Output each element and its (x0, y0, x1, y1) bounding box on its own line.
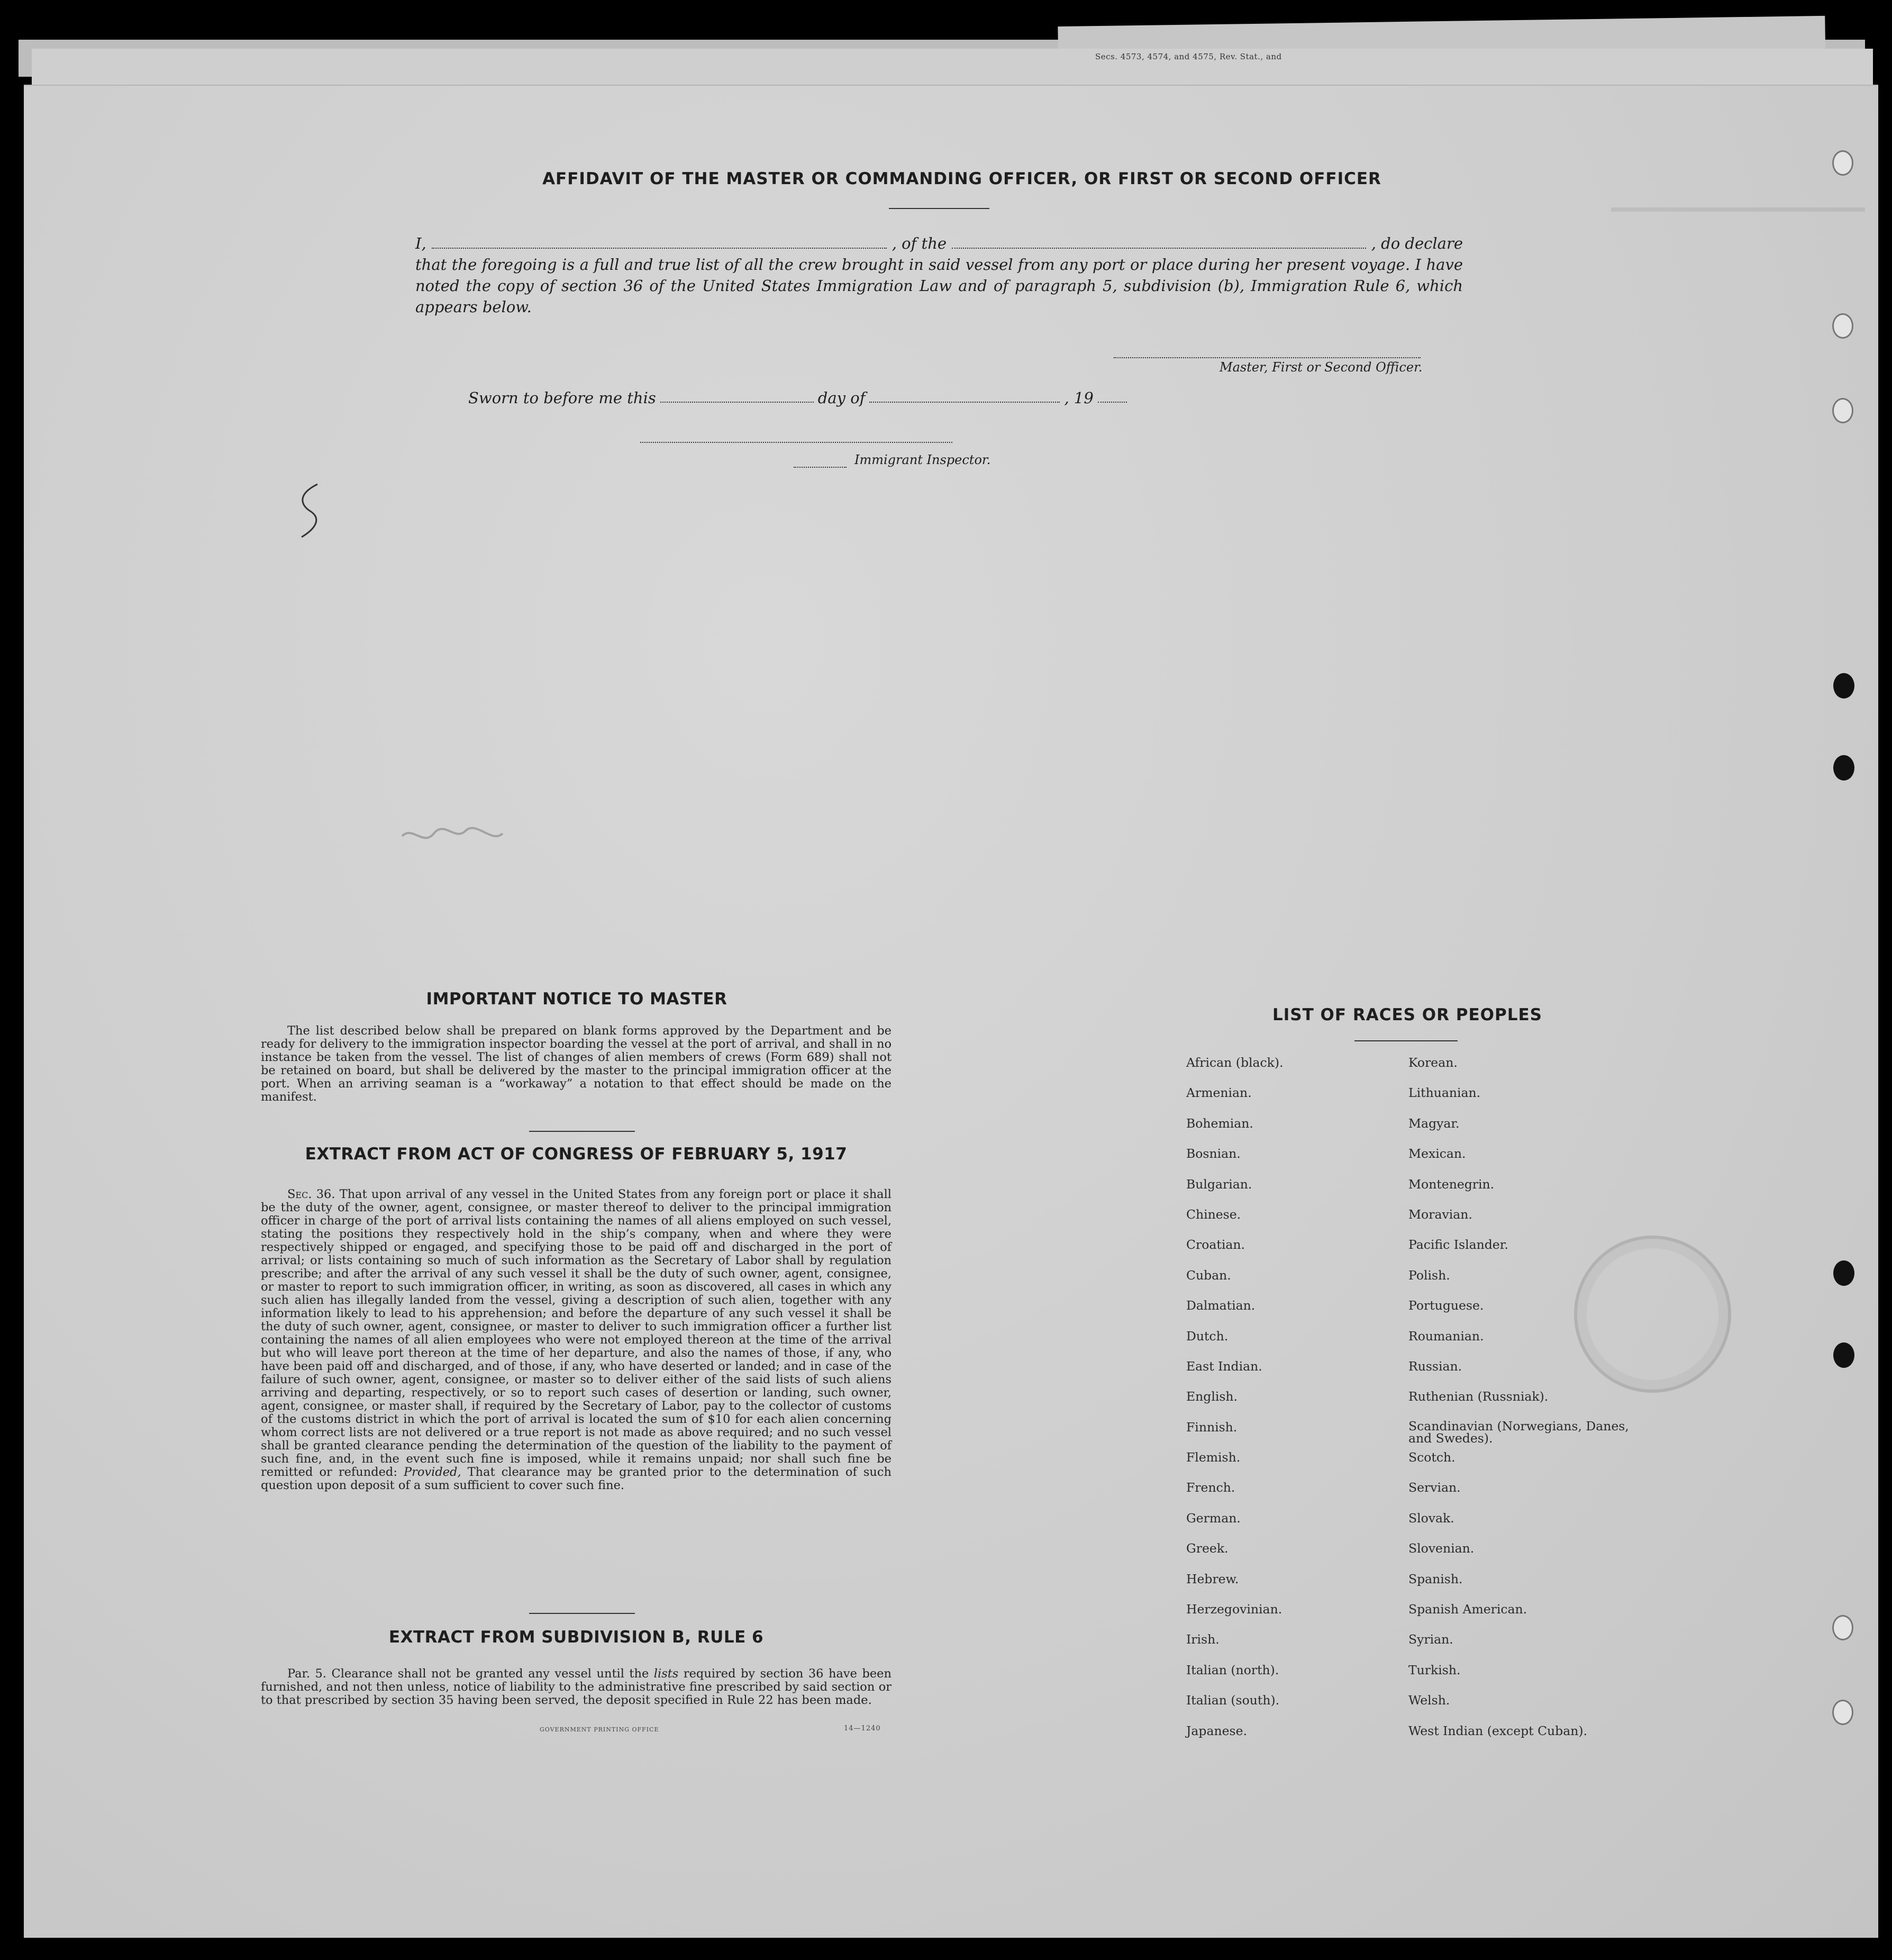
race-item: Korean. (1408, 1055, 1458, 1070)
printer-imprint: GOVERNMENT PRINTING OFFICE (540, 1726, 659, 1733)
races-left-column (1186, 1056, 1387, 1754)
affidavit-do-declare: , do declare (1371, 234, 1463, 252)
race-item: Bohemian. (1186, 1115, 1253, 1131)
punch-hole (1833, 1342, 1854, 1368)
race-item: Slovak. (1408, 1510, 1454, 1526)
rule-extract-text: Par. 5. Clearance shall not be granted any vessel until the lists required by section 36 have been furnished, and not then unless, notice of liability to the administrative fine prescribed by said section or to that prescribed by section 35 having been served, the deposit specified in Rule 22 has been made. (261, 1667, 892, 1707)
race-item: Herzegovinian. (1186, 1602, 1282, 1617)
sworn-day-of: day of (817, 389, 866, 407)
race-item: East Indian. (1186, 1358, 1262, 1374)
race-item: Bulgarian. (1186, 1176, 1252, 1192)
race-item: African (black). (1186, 1055, 1284, 1070)
section-rule (529, 1131, 635, 1132)
race-item: Syrian. (1408, 1632, 1453, 1647)
punch-hole (1832, 1615, 1853, 1640)
form-number: 14—1240 (844, 1725, 881, 1732)
inspector-signature-line (640, 442, 952, 443)
rule-extract-heading: EXTRACT FROM SUBDIVISION B, RULE 6 (388, 1628, 764, 1647)
faint-seal-stamp (1574, 1236, 1731, 1393)
sworn-line (468, 389, 1131, 407)
act-extract-text (261, 1188, 892, 1492)
races-right-column (1408, 1056, 1641, 1754)
punch-hole (1833, 755, 1854, 781)
race-item: Spanish American. (1408, 1602, 1527, 1617)
notice-heading: IMPORTANT NOTICE TO MASTER (426, 990, 727, 1009)
race-item: Pacific Islander. (1408, 1237, 1508, 1253)
race-item: Scandinavian (Norwegians, Danes, and Swedes). (1408, 1418, 1629, 1446)
section-label: Sec. 36. (287, 1187, 335, 1201)
race-item: Magyar. (1408, 1115, 1460, 1131)
punch-hole (1832, 313, 1853, 339)
race-item: Italian (north). (1186, 1662, 1279, 1677)
punch-hole (1832, 398, 1853, 423)
punch-hole (1832, 1700, 1853, 1725)
race-item: Mexican. (1408, 1146, 1466, 1162)
heading-rule (889, 208, 989, 209)
day-blank (660, 401, 814, 403)
race-item: Dalmatian. (1186, 1298, 1256, 1313)
top-edge-text: Secs. 4573, 4574, and 4575, Rev. Stat., and (1095, 52, 1282, 61)
races-heading-rule (1354, 1040, 1458, 1041)
sworn-prefix: Sworn to before me this (468, 389, 656, 407)
race-item: Slovenian. (1408, 1541, 1475, 1556)
vessel-blank (952, 233, 1366, 249)
race-item: Bosnian. (1186, 1146, 1241, 1162)
affidavit-text (415, 233, 1463, 317)
affidavit-heading: AFFIDAVIT OF THE MASTER OR COMMANDING OFFICER, OR FIRST OR SECOND OFFICER (542, 169, 1381, 188)
race-item: Ruthenian (Russniak). (1408, 1389, 1549, 1404)
race-item: Croatian. (1186, 1237, 1245, 1253)
affidavit-line1 (415, 233, 1463, 254)
race-item: Chinese. (1186, 1206, 1241, 1222)
race-item: Welsh. (1408, 1693, 1450, 1708)
race-item: Roumanian. (1408, 1328, 1484, 1344)
race-item: Portuguese. (1408, 1298, 1484, 1313)
race-item: Montenegrin. (1408, 1176, 1495, 1192)
handwritten-mark (286, 479, 333, 542)
race-item: English. (1186, 1389, 1238, 1404)
act-extract-heading: EXTRACT FROM ACT OF CONGRESS OF FEBRUARY 5, 1917 (305, 1145, 848, 1164)
faint-handwriting (392, 815, 513, 857)
race-item: Greek. (1186, 1541, 1229, 1556)
race-item: Flemish. (1186, 1450, 1241, 1465)
race-item: Japanese. (1186, 1723, 1247, 1738)
race-item: Spanish. (1408, 1571, 1463, 1586)
race-item: Russian. (1408, 1358, 1462, 1374)
notice-body (261, 1024, 892, 1104)
punch-hole (1833, 673, 1854, 698)
race-item: Dutch. (1186, 1328, 1229, 1344)
name-blank (432, 233, 887, 249)
bleed-through (1611, 207, 1865, 233)
race-item: Lithuanian. (1408, 1085, 1481, 1101)
section-36-end: That clearance may be granted prior to the determination of such question upon deposit of a sum sufficient to cover such fine. (261, 1465, 892, 1492)
affidavit-i: I, (415, 234, 426, 252)
provided-word: Provided, (403, 1465, 461, 1479)
race-item: Armenian. (1186, 1085, 1252, 1101)
affidavit-body: that the foregoing is a full and true list of all the crew brought in said vessel from any port or place during her present voyage. I have noted the copy of section 36 of the United States Immigration Law and of paragraph 5, subdivision (b), Immigration Rule 6, which appears below. (415, 256, 1463, 316)
race-item: German. (1186, 1510, 1241, 1526)
race-item: French. (1186, 1480, 1235, 1495)
section-rule (529, 1613, 635, 1614)
sworn-year: , 19 (1064, 389, 1094, 407)
punch-hole (1833, 1260, 1854, 1286)
race-item: West Indian (except Cuban). (1408, 1723, 1588, 1738)
master-signature-line (1114, 357, 1421, 358)
section-36-text: That upon arrival of any vessel in the United States from any foreign port or place it shall be the duty of the owner, agent, consignee, or master thereof to deliver to the principal immigration officer in charge of the port of arrival lists containing the names of all aliens employed on such vessel, stating the positions they respectively hold in the ship’s company, when and where they were respectively shipped or engaged, and specifying those to be paid off and discharged in the port of arrival; or lists containing so much of such information as the Secretary of Labor shall by regulation prescribe; and after the arrival of any such vessel it shall be the duty of such owner, agent, consignee, or master to report to such immigration officer, in writing, as soon as discovered, all cases in which any such alien has illegally landed from the vessel, giving a description of such alien, together with any information likely to lead to his apprehension; and before the departure of any such vessel it shall be the duty of such owner, agent, consignee, or master to deliver to such immigration officer a further list containing the names of all alien employees who were not employed thereon at the time of the arrival but who will leave port thereon at the time of her departure, and also the names of those, if any, who have been paid off and discharged, and of those, if any, who have deserted or landed; and in case of the failure of such owner, agent, consignee, or master so to deliver either of the said lists of such aliens arriving and departing, respectively, or so to report such cases of desertion or landing, such owner, agent, consignee, or master shall, if required by the Secretary of Labor, pay to the collector of customs of the customs district in which the port of arrival is located the sum of $10 for each alien concerning whom correct lists are not delivered or a true report is not made as above required; and no such vessel shall be granted clearance pending the determination of the question of the liability to the payment of such fine, and, in the event such fine is imposed, while it remains unpaid; nor shall such fine be remitted or refunded: (261, 1187, 892, 1479)
race-item: Irish. (1186, 1632, 1220, 1647)
inspector-label: Immigrant Inspector. (854, 452, 991, 467)
race-item: Servian. (1408, 1480, 1461, 1495)
race-item: Italian (south). (1186, 1693, 1280, 1708)
race-item: Finnish. (1186, 1419, 1238, 1435)
race-item: Moravian. (1408, 1206, 1472, 1222)
race-item: Turkish. (1408, 1662, 1461, 1677)
race-item: Polish. (1408, 1267, 1450, 1283)
race-item: Cuban. (1186, 1267, 1231, 1283)
inspector-dots (794, 467, 847, 468)
act-extract-body (261, 1188, 892, 1492)
notice-text: The list described below shall be prepared on blank forms approved by the Department and be ready for delivery to the immigration inspector boarding the vessel at the port of arrival, and shall in no instance be taken from the vessel. The list of changes of alien members of crews (Form 689) shall not be retained on board, but shall be delivered by the master to the principal immigration officer at the port. When an arriving seaman is a “workaway” a notation to that effect should be made on the manifest. (261, 1024, 892, 1104)
affidavit-of-the: , of the (892, 234, 947, 252)
race-item: Hebrew. (1186, 1571, 1239, 1586)
rule-extract-body (261, 1667, 892, 1707)
lists-word: lists (653, 1667, 679, 1681)
race-item: Scotch. (1408, 1450, 1456, 1465)
month-blank (869, 401, 1060, 403)
races-heading: LIST OF RACES OR PEOPLES (1272, 1005, 1543, 1024)
master-signature-label: Master, First or Second Officer. (1220, 360, 1423, 375)
year-blank (1098, 401, 1127, 403)
